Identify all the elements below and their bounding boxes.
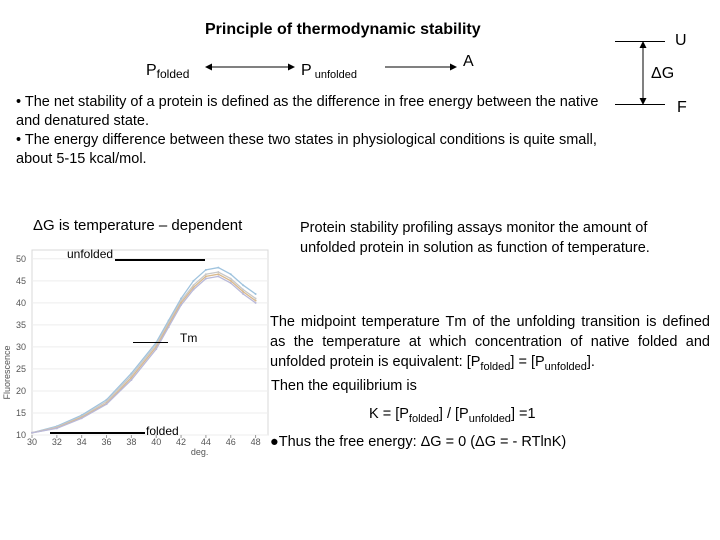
y-tick-label: 35 [15, 319, 26, 330]
equilibrium-arrow [205, 60, 295, 74]
y-tick-label: 45 [15, 275, 26, 286]
melting-curve-point [205, 273, 207, 275]
x-tick-label: 32 [51, 437, 62, 447]
y-tick-label: 25 [15, 363, 26, 374]
melting-curve-point [217, 273, 219, 275]
melting-curve-point [106, 403, 108, 405]
melting-curve-point [56, 427, 58, 429]
x-axis-label: deg. [190, 447, 209, 457]
x-tick-label: 42 [176, 437, 187, 447]
melting-curve-point [168, 326, 170, 328]
melting-curve-point [255, 302, 257, 304]
x-tick-label: 38 [126, 437, 137, 447]
midpoint-paragraph: The midpoint temperature Tm of the unfolding transition is defined as the temperature at which concentration of native folded and unfolded protein is equivalent: $[P_{folded}] = [P_{unfolded}]$. [270, 314, 710, 373]
folded-label: folded [146, 424, 179, 438]
bullet-net-stability: • The net stability of a protein is defined as the difference in free energy between the native and denatured state. [16, 94, 599, 129]
y-tick-label: 20 [15, 385, 26, 396]
y-tick-label: 40 [15, 297, 26, 308]
equilibrium-constant: $K = [P_{folded}] / [P_{unfolded}] =1$ [369, 406, 536, 425]
melting-curve-point [130, 379, 132, 381]
melting-curve-point [217, 267, 219, 269]
slide-title: Principle of thermodynamic stability [205, 21, 481, 38]
melting-curve-point [205, 269, 207, 271]
melting-curve-point [255, 300, 257, 302]
x-tick-label: 46 [225, 437, 236, 447]
melting-curve-point [230, 273, 232, 275]
bullet-energy-difference: • The energy difference between these two states in physiological conditions is quite small, about 5-15 kcal/mol. [16, 132, 597, 167]
melting-curve-point [255, 293, 257, 295]
melting-curve-point [255, 297, 257, 299]
p-folded-label: $P_{folded}$ [146, 62, 190, 81]
melting-curve-point [242, 293, 244, 295]
y-tick-label: 30 [15, 341, 26, 352]
melting-curve-point [205, 275, 207, 277]
bullet-paragraph [16, 93, 626, 169]
x-tick-label: 40 [151, 437, 162, 447]
y-tick-label: 10 [15, 430, 26, 440]
melting-curve-point [180, 304, 182, 306]
unfolded-pointer-line [115, 259, 205, 261]
melting-curve-point [217, 271, 219, 273]
melting-curve-point [230, 282, 232, 284]
melting-curve-point [230, 280, 232, 282]
equilibrium-text: Then the equilibrium is [271, 378, 417, 394]
x-tick-label: 30 [26, 437, 38, 447]
x-tick-label: 44 [200, 437, 211, 447]
x-tick-label: 36 [101, 437, 112, 447]
melting-curve-point [192, 289, 194, 291]
energy-level-u: U [675, 32, 687, 49]
melting-curve-point [217, 275, 219, 277]
y-tick-label: 15 [15, 407, 26, 418]
delta-g-label: ΔG [651, 65, 675, 82]
tm-label: Tm [180, 331, 198, 345]
melting-curve-point [230, 278, 232, 280]
melting-curve-point [155, 348, 157, 350]
folded-pointer-line [50, 432, 145, 434]
y-axis-label: Fluorescence [2, 345, 12, 400]
forward-arrow [385, 60, 457, 74]
melting-curve-point [242, 284, 244, 286]
temperature-heading: ΔG is temperature – dependent [33, 217, 243, 234]
melting-curve-chart [0, 240, 275, 460]
x-tick-label: 34 [76, 437, 87, 447]
y-tick-label: 50 [15, 253, 26, 264]
melting-curve-point [205, 278, 207, 280]
unfolded-label: unfolded [67, 247, 114, 261]
delta-g-arrow [637, 41, 649, 105]
free-energy-text: ●Thus the free energy: ΔG = 0 (ΔG = - RTlnK) [270, 434, 567, 450]
profiling-text: Protein stability profiling assays monitor the amount of unfolded protein in solution as function of temperature. [300, 220, 650, 256]
p-unfolded-label: P $_{unfolded}$ [301, 62, 357, 81]
tm-pointer-line [133, 342, 168, 343]
letter-a: A [463, 53, 474, 70]
melting-curve-point [81, 417, 83, 419]
melting-curve-point [31, 432, 33, 434]
energy-level-f: F [677, 99, 687, 116]
melting-curve-point [192, 280, 194, 282]
x-tick-label: 48 [250, 437, 261, 447]
